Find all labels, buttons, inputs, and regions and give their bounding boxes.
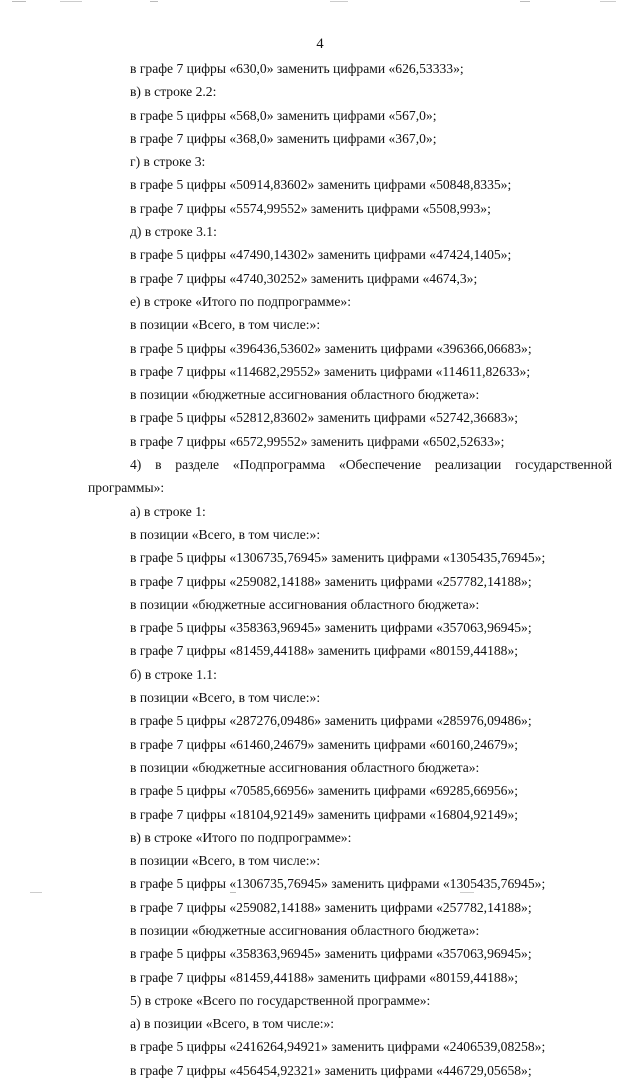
text-line: в графе 5 цифры «287276,09486» заменить цифрами «285976,09486»; <box>130 713 532 729</box>
text-line: в графе 5 цифры «70585,66956» заменить цифрами «69285,66956»; <box>130 783 519 799</box>
text-line: в графе 7 цифры «259082,14188» заменить цифрами «257782,14188»; <box>130 899 532 915</box>
scan-speck-top <box>0 0 640 4</box>
text-line: в графе 5 цифры «47490,14302» заменить цифрами «47424,1405»; <box>130 247 512 263</box>
text-line: в графе 5 цифры «396436,53602» заменить цифрами «396366,06683»; <box>130 340 532 356</box>
text-line: е) в строке «Итого по подпрограмме»: <box>130 293 351 309</box>
scan-speck-bottom <box>0 891 640 895</box>
text-line: в графе 7 цифры «18104,92149» заменить цифрами «16804,92149»; <box>130 806 519 822</box>
text-line: д) в строке 3.1: <box>130 224 217 240</box>
text-line: а) в позиции «Всего, в том числе:»: <box>130 1016 335 1032</box>
text-line: в) в строке 2.2: <box>130 84 217 100</box>
text-line: в позиции «Всего, в том числе:»: <box>130 690 321 706</box>
text-line: в графе 5 цифры «1306735,76945» заменить цифрами «1305435,76945»; <box>130 876 546 892</box>
text-line: в позиции «бюджетные ассигнования областного бюджета»: <box>130 759 480 775</box>
text-line: в графе 7 цифры «81459,44188» заменить цифрами «80159,44188»; <box>130 643 519 659</box>
text-line: в графе 7 цифры «114682,29552» заменить цифрами «114611,82633»; <box>130 363 531 379</box>
text-line: в графе 7 цифры «6572,99552» заменить цифрами «6502,52633»; <box>130 433 505 449</box>
text-line: в графе 5 цифры «358363,96945» заменить цифрами «357063,96945»; <box>130 946 532 962</box>
text-line: в позиции «бюджетные ассигнования областного бюджета»: <box>130 387 480 403</box>
text-line: в графе 5 цифры «50914,83602» заменить цифрами «50848,8335»; <box>130 177 512 193</box>
text-line: в графе 7 цифры «456454,92321» заменить цифрами «446729,05658»; <box>130 1062 532 1078</box>
text-line: в графе 5 цифры «1306735,76945» заменить цифрами «1305435,76945»; <box>130 550 546 566</box>
text-line: б) в строке 1.1: <box>130 666 217 682</box>
page-number: 4 <box>316 36 324 52</box>
text-line: в позиции «Всего, в том числе:»: <box>130 526 321 542</box>
text-line: г) в строке 3: <box>130 154 206 170</box>
text-line: 4) в разделе «Подпрограмма «Обеспечение реализации государственной <box>130 457 612 473</box>
text-line: в графе 7 цифры «259082,14188» заменить цифрами «257782,14188»; <box>130 573 532 589</box>
text-line: в графе 7 цифры «630,0» заменить цифрами «626,53333»; <box>130 61 464 76</box>
text-line: в графе 5 цифры «358363,96945» заменить цифрами «357063,96945»; <box>130 620 532 636</box>
text-line: а) в строке 1: <box>130 503 206 519</box>
document-body <box>88 57 612 1082</box>
text-line: в графе 5 цифры «2416264,94921» заменить цифрами «2406539,08258»; <box>130 1039 546 1055</box>
text-line: в графе 7 цифры «5574,99552» заменить цифрами «5508,993»; <box>130 200 491 216</box>
text-line: в) в строке «Итого по подпрограмме»: <box>130 829 352 845</box>
text-line: в позиции «бюджетные ассигнования областного бюджета»: <box>130 596 480 612</box>
text-line: в графе 7 цифры «81459,44188» заменить цифрами «80159,44188»; <box>130 969 519 985</box>
text-line: программы»: <box>88 480 165 496</box>
text-line: в позиции «Всего, в том числе:»: <box>130 317 321 333</box>
text-line: в графе 7 цифры «368,0» заменить цифрами «367,0»; <box>130 130 437 146</box>
text-line: 5) в строке «Всего по государственной программе»: <box>130 992 431 1008</box>
text-line: в графе 7 цифры «4740,30252» заменить цифрами «4674,3»; <box>130 270 478 286</box>
text-line: в графе 5 цифры «52812,83602» заменить цифрами «52742,36683»; <box>130 410 519 426</box>
text-line: в графе 7 цифры «61460,24679» заменить цифрами «60160,24679»; <box>130 736 519 752</box>
text-line: в позиции «Всего, в том числе:»: <box>130 853 321 869</box>
text-line: в графе 5 цифры «568,0» заменить цифрами «567,0»; <box>130 107 437 123</box>
text-line: в позиции «бюджетные ассигнования областного бюджета»: <box>130 922 480 938</box>
